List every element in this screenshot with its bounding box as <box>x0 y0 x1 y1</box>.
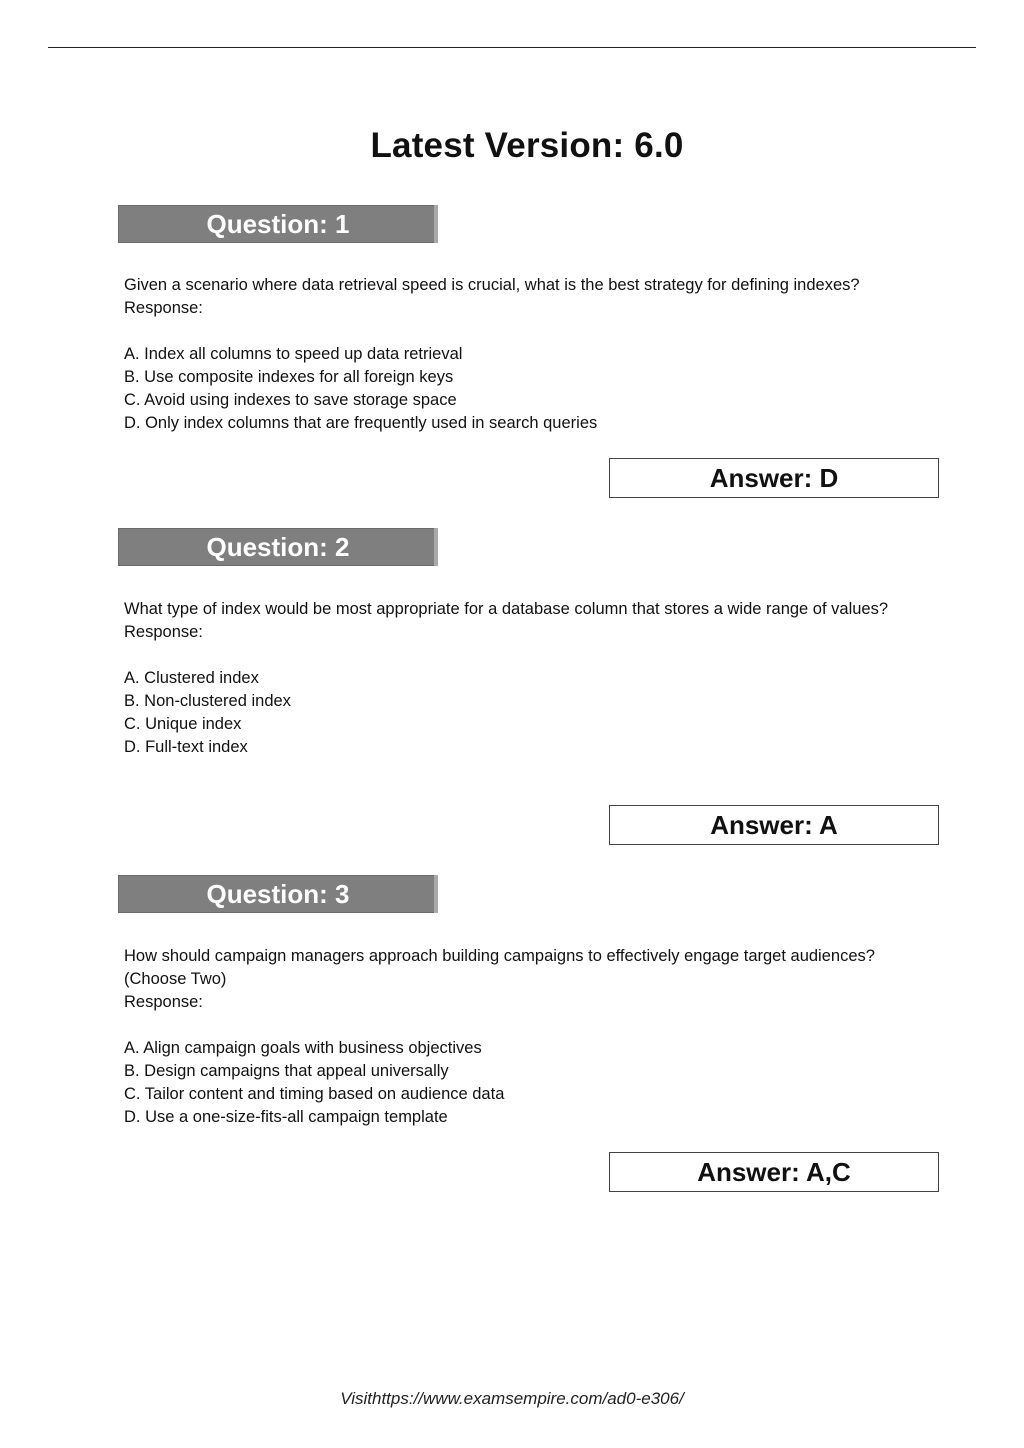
question-3-response-label: Response: <box>124 993 203 1011</box>
option-item: C. Tailor content and timing based on audience data <box>124 1085 505 1103</box>
question-2-header: Question: 2 <box>118 528 438 566</box>
option-item: B. Design campaigns that appeal universally <box>124 1062 449 1080</box>
option-item: B. Use composite indexes for all foreign keys <box>124 368 454 386</box>
option-item: B. Non-clustered index <box>124 692 291 710</box>
question-2-answer: Answer: A <box>609 805 939 845</box>
footer-link[interactable]: Visithttps://www.examsempire.com/ad0-e306/ <box>340 1389 684 1408</box>
option-item: D. Use a one-size-fits-all campaign template <box>124 1108 448 1126</box>
question-1-options <box>124 343 914 435</box>
question-1-response-label: Response: <box>124 299 203 317</box>
question-1-answer: Answer: D <box>609 458 939 498</box>
question-1-text: Given a scenario where data retrieval speed is crucial, what is the best strategy for defining indexes? <box>124 276 860 294</box>
question-2-response-label: Response: <box>124 623 203 641</box>
option-item: A. Align campaign goals with business objectives <box>124 1039 482 1057</box>
option-item: C. Unique index <box>124 715 242 733</box>
option-item: A. Index all columns to speed up data retrieval <box>124 345 463 363</box>
page-title: Latest Version: 6.0 <box>370 126 684 165</box>
question-2-text: What type of index would be most appropriate for a database column that stores a wide range of values? <box>124 600 889 618</box>
question-2-options <box>124 667 914 759</box>
top-divider <box>48 47 976 48</box>
question-3-options <box>124 1037 914 1129</box>
question-3-body <box>124 945 914 1129</box>
question-3-answer: Answer: A,C <box>609 1152 939 1192</box>
question-1-body <box>124 274 914 435</box>
question-1-header: Question: 1 <box>118 205 438 243</box>
question-3-header: Question: 3 <box>118 875 438 913</box>
option-item: D. Full-text index <box>124 738 248 756</box>
option-item: A. Clustered index <box>124 669 259 687</box>
option-item: D. Only index columns that are frequently used in search queries <box>124 414 598 432</box>
question-2-body <box>124 598 914 759</box>
question-3-text: How should campaign managers approach building campaigns to effectively engage target audiences? (Choose Two) <box>124 947 875 988</box>
option-item: C. Avoid using indexes to save storage space <box>124 391 457 409</box>
